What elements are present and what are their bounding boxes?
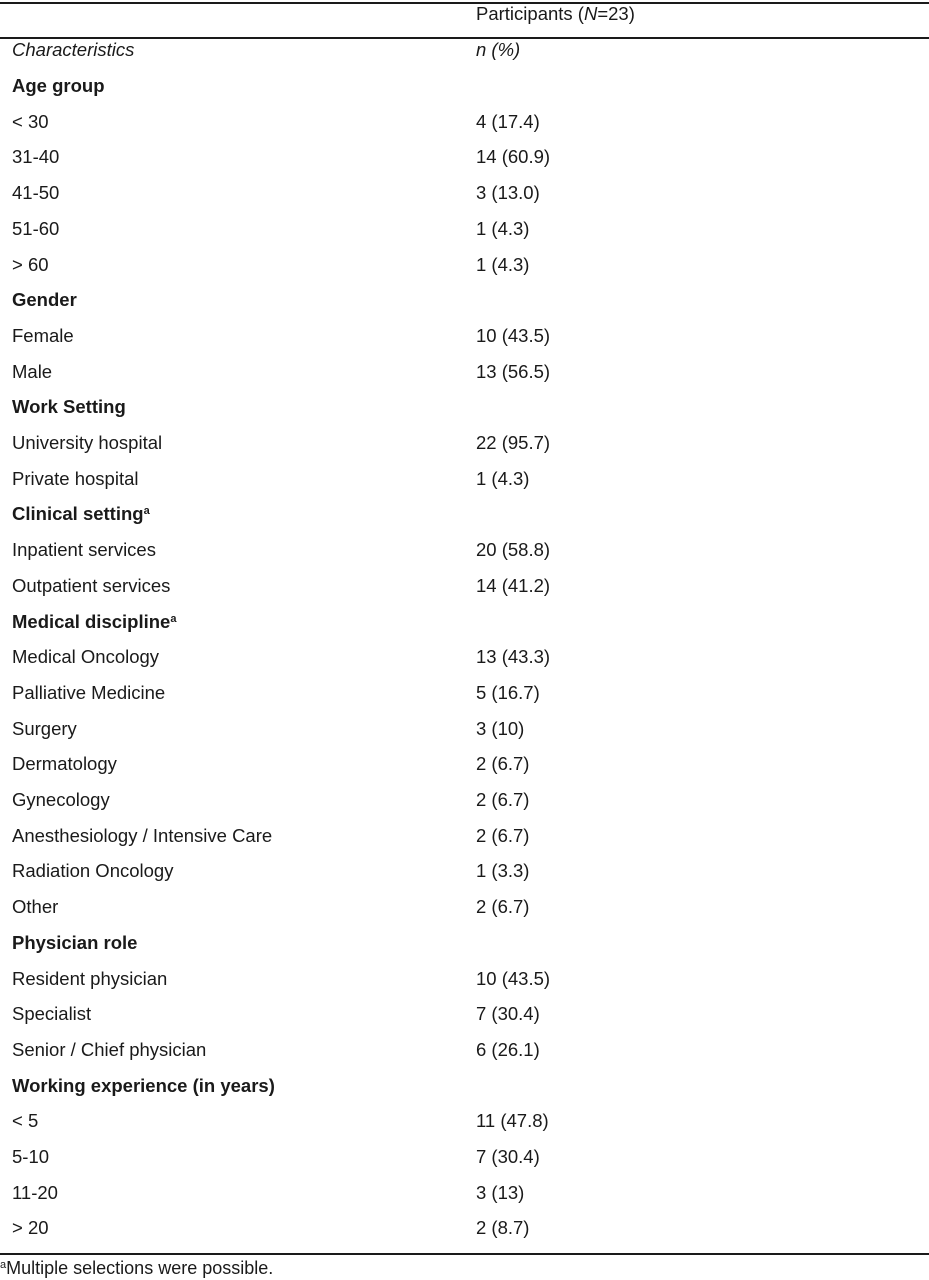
row-label-text: University hospital [12,432,163,453]
row-label [12,682,165,704]
row-label [12,539,156,561]
group-heading [12,503,150,525]
row-value: 6 (26.1) [476,1039,540,1060]
row-value: 3 (13) [476,1182,525,1203]
footnote-marker: a [143,505,150,517]
row-label [12,1110,38,1132]
row-label-text: > 60 [12,254,49,275]
row-label-text: Clinical setting [12,503,144,524]
characteristics-header: Characteristics [12,39,135,60]
row-value: 14 (41.2) [476,575,551,596]
row-label-text: Other [12,896,59,917]
row-label-text: Male [12,361,53,382]
row-value: 1 (4.3) [476,218,530,239]
row-value: 13 (43.3) [476,646,551,667]
row-label [12,646,159,668]
row-value: 2 (6.7) [476,753,530,774]
row-label [12,218,59,240]
row-value: 14 (60.9) [476,146,551,167]
group-heading [12,1075,275,1097]
row-label [12,111,49,133]
row-value: 4 (17.4) [476,111,540,132]
row-value: 3 (13.0) [476,182,540,203]
row-label-text: Surgery [12,718,77,739]
row-label-text: < 5 [12,1110,39,1131]
row-value: 3 (10) [476,718,525,739]
row-value: 7 (30.4) [476,1146,540,1167]
row-label [12,753,117,775]
participants-header: Participants (N=23) [476,3,635,24]
row-label [12,896,58,918]
row-label [12,254,49,276]
row-label-text: Private hospital [12,468,139,489]
row-value: 22 (95.7) [476,432,551,453]
group-heading [12,75,105,97]
row-label [12,575,170,597]
row-value: 2 (6.7) [476,825,530,846]
row-label-text: Working experience (in years) [12,1075,275,1096]
row-label [12,1182,58,1204]
group-heading [12,396,126,418]
row-label-text: Medical Oncology [12,646,160,667]
row-label [12,325,74,347]
table-bottom-rule [0,1253,929,1255]
row-label [12,825,272,847]
row-label-text: 41-50 [12,182,60,203]
row-value: 10 (43.5) [476,325,551,346]
row-label-text: Resident physician [12,968,168,989]
row-value: 1 (4.3) [476,254,530,275]
row-label-text: 11-20 [12,1182,58,1203]
footnote-text: Multiple selections were possible. [6,1258,274,1278]
row-value: 13 (56.5) [476,361,551,382]
row-label-text: > 20 [12,1217,49,1238]
row-label-text: Anesthesiology / Intensive Care [12,825,273,846]
group-heading [12,289,77,311]
row-label-text: 31-40 [12,146,60,167]
row-label-text: Medical discipline [12,611,171,632]
row-label [12,432,162,454]
row-value: 10 (43.5) [476,968,551,989]
row-label-text: Specialist [12,1003,92,1024]
footnote-marker: a [0,1259,7,1271]
row-label [12,182,59,204]
group-heading [12,611,176,633]
row-value: 2 (8.7) [476,1217,530,1238]
row-value: 7 (30.4) [476,1003,540,1024]
row-label-text: Palliative Medicine [12,682,166,703]
row-value: 5 (16.7) [476,682,540,703]
table-footnote [0,1257,273,1279]
row-label [12,146,59,168]
n-percent-header: n (%) [476,39,521,60]
row-label-text: Work Setting [12,396,126,417]
footnote-marker: a [170,613,177,625]
row-label-text: Gynecology [12,789,110,810]
row-label [12,1003,91,1025]
row-label [12,789,110,811]
group-heading [12,932,137,954]
row-label [12,968,167,990]
row-label [12,718,77,740]
row-label-text: 5-10 [12,1146,50,1167]
row-label-text: Female [12,325,74,346]
row-value: 2 (6.7) [476,896,530,917]
row-value: 1 (3.3) [476,860,530,881]
row-label-text: Radiation Oncology [12,860,174,881]
row-value: 1 (4.3) [476,468,530,489]
row-label-text: Inpatient services [12,539,156,560]
row-value: 11 (47.8) [476,1110,549,1131]
row-label-text: Physician role [12,932,138,953]
row-label [12,860,173,882]
row-value: 2 (6.7) [476,789,530,810]
row-label-text: Gender [12,289,77,310]
row-label [12,1146,49,1168]
row-label-text: Senior / Chief physician [12,1039,207,1060]
row-label [12,361,52,383]
row-label-text: Outpatient services [12,575,171,596]
row-label-text: Dermatology [12,753,117,774]
row-label-text: 51-60 [12,218,60,239]
row-label-text: Age group [12,75,105,96]
row-label-text: < 30 [12,111,49,132]
row-label [12,1039,206,1061]
row-value: 20 (58.8) [476,539,551,560]
row-label [12,468,138,490]
row-label [12,1217,49,1239]
